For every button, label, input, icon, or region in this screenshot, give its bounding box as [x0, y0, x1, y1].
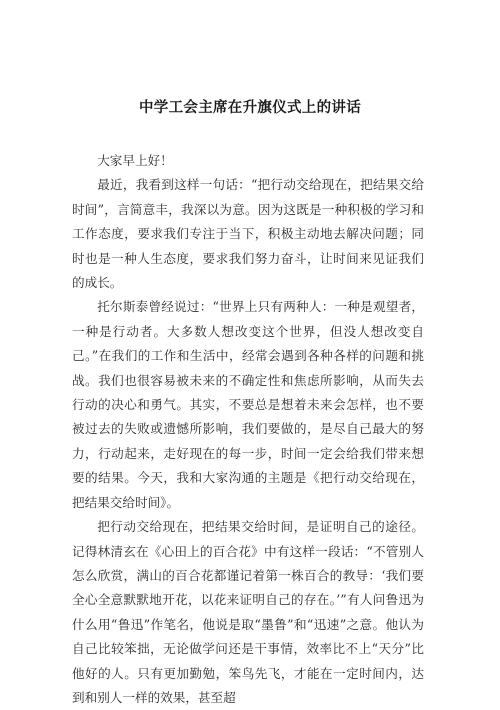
document-title: 中学工会主席在升旗仪式上的讲话 [139, 100, 361, 116]
body-paragraph: 托尔斯泰曾经说过：“世界上只有两种人：一种是观望者，一种是行动者。大多数人想改变这个世界，但没人想改变自己。”在我们的工作和生活中，经常会遇到各种各样的问题和挑战。我们也很容易被未来的不确定性和焦虑所影响，从而失去行动的决心和勇气。其实，不要总是想着未来会怎样，也不要被过去的失败或遗憾所影响，我们要做的，是尽自己最大的努力，行动起来，走好现在的每一步，时间一定会给我们带来想要的结果。今天，我和大家沟通的主题是《把行动交给现在，把结果交给时间》。 [72, 299, 424, 510]
greeting-paragraph: 大家早上好！ [97, 153, 173, 168]
body-paragraph: 最近，我看到这样一句话：“把行动交给现在，把结果交给时间”，言简意丰，我深以为意。因为这既是一种积极的学习和工作态度，要求我们专注于当下，积极主动地去解决问题；同时也是一种人生态度，要求我们努力奋斗，让时间来见证我们的成长。 [72, 177, 424, 291]
document-body [72, 149, 424, 710]
body-paragraph: 把行动交给现在，把结果交给时间，是证明自己的途径。记得林清玄在《心田上的百合花》中有这样一段话：“不管别人怎么欣赏，满山的百合花都谨记着第一株百合的教导：‘我们要全心全意默默地开花，以花来证明自己的存在。’”有人问鲁迅为什么用“鲁迅”作笔名，他说是取“墨鲁”和“迅速”之意。他认为自己比较笨拙，无论做学问还是干事情，效率比不上“天分”比他好的人。只有更加勤勉，笨鸟先飞，才能在一定时间内，达到和别人一样的效果，甚至超 [72, 519, 424, 705]
